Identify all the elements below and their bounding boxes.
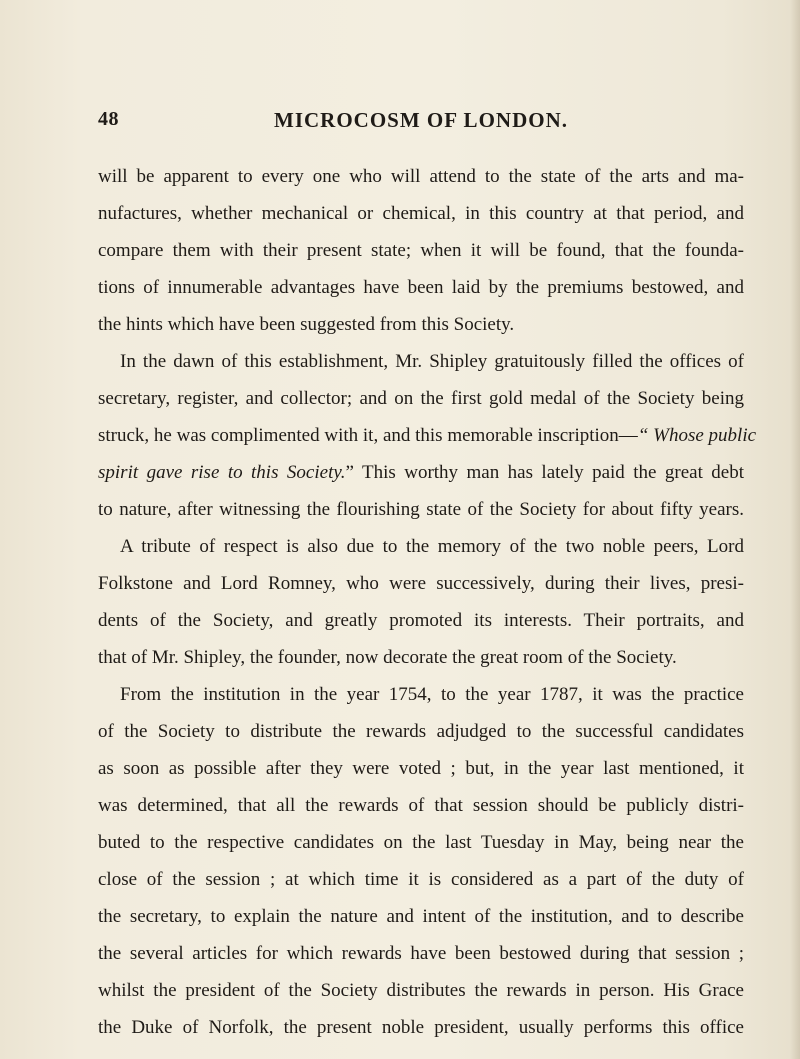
text-line: as soon as possible after they were voted ; but, in the year last mentioned, it	[98, 758, 744, 779]
text-line: From the institution in the year 1754, to the year 1787, it was the practice	[120, 684, 744, 705]
text-line: tions of innumerable advantages have been laid by the premiums bestowed, and	[98, 277, 744, 298]
italic-inscription: “ Whose public	[637, 425, 757, 446]
text-line: the several articles for which rewards have been bestowed during that session ;	[98, 943, 744, 964]
text-line: whilst the president of the Society distributes the rewards in person. His Grace	[98, 980, 744, 1001]
text-line: the secretary, to explain the nature and intent of the institution, and to describe	[98, 906, 744, 927]
text-line: was determined, that all the rewards of that session should be publicly distri-	[98, 795, 744, 816]
text-line: the Duke of Norfolk, the present noble president, usually performs this office	[98, 1017, 744, 1038]
text-line: spirit gave rise to this Society.” This worthy man has lately paid the great debt	[98, 462, 744, 483]
text-line: Folkstone and Lord Romney, who were successively, during their lives, presi-	[98, 573, 744, 594]
text-line: the hints which have been suggested from this Society.	[98, 314, 515, 335]
text-line: struck, he was complimented with it, and this memorable inscription—“ Whose public	[98, 425, 757, 446]
text-line: A tribute of respect is also due to the memory of the two noble peers, Lord	[120, 536, 744, 557]
text-line: nufactures, whether mechanical or chemical, in this country at that period, and	[98, 203, 744, 224]
body-text	[98, 158, 757, 1046]
page-edge-shadow	[790, 0, 800, 1059]
running-head	[98, 108, 744, 136]
text-line: secretary, register, and collector; and on the first gold medal of the Society being	[98, 388, 744, 409]
text-line: that of Mr. Shipley, the founder, now decorate the great room of the Society.	[98, 647, 677, 668]
text-line: compare them with their present state; when it will be found, that the founda-	[98, 240, 744, 261]
text-line: of the Society to distribute the rewards adjudged to the successful candidates	[98, 721, 744, 742]
text-line: dents of the Society, and greatly promoted its interests. Their portraits, and	[98, 610, 744, 631]
text-line: close of the session ; at which time it is considered as a part of the duty of	[98, 869, 744, 890]
page-number: 48	[98, 108, 119, 130]
text-line: will be apparent to every one who will attend to the state of the arts and ma-	[98, 166, 744, 187]
running-title: MICROCOSM OF LONDON.	[274, 108, 568, 132]
text-line: to nature, after witnessing the flourishing state of the Society for about fifty years.	[98, 499, 744, 520]
italic-inscription: spirit gave rise to this Society.	[98, 462, 346, 483]
text-line: buted to the respective candidates on the last Tuesday in May, being near the	[98, 832, 744, 853]
text-line: In the dawn of this establishment, Mr. Shipley gratuitously filled the offices of	[120, 351, 744, 372]
